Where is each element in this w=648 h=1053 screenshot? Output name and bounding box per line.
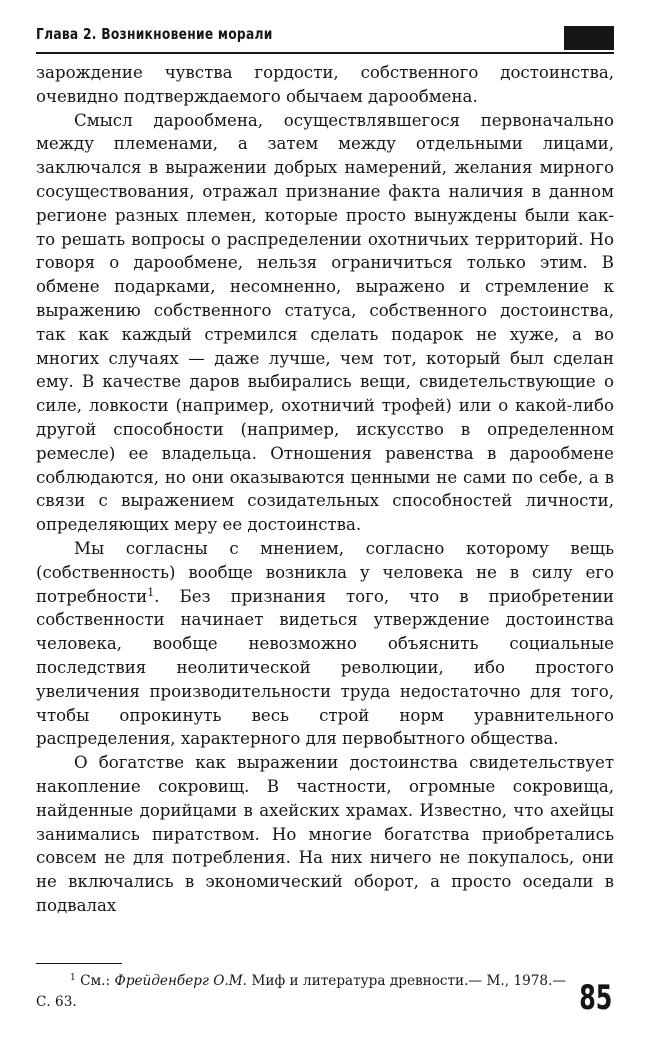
footnote xyxy=(36,971,566,1012)
paragraph-3-text-a: Мы согласны с мнением, согласно которому вещь (собственность) вообще возникла у человека не в силу его потребности xyxy=(36,538,614,606)
page-number: 85 xyxy=(578,978,612,1018)
main-text xyxy=(36,61,614,918)
footnote-reference: 1 xyxy=(147,585,155,599)
paragraph-4: О богатстве как выражении достоинства свидетельствует накопление сокровищ. В частности, огромные сокровища, найденные дорийцами в ахейских храмах. Известно, что ахейцы занимались пиратством. Но многие богатства приобретались совсем не для потребления. На них ничего не покупалось, они не включались в экономический оборот, а просто оседали в подвалах xyxy=(36,753,614,915)
paragraph-3 xyxy=(36,537,614,751)
footnote-prefix: См.: xyxy=(75,973,115,989)
paragraph-1: зарождение чувства гордости, собственного достоинства, очевидно подтверждаемого обычаем дарообмена. xyxy=(36,63,614,106)
footnote-author: Фрейденберг О.М. xyxy=(114,973,248,989)
paragraph-2: Смысл дарообмена, осуществлявшегося первоначально между племенами, а затем между отдельными лицами, заключался в выражении добрых намерений, желания мирного сосуществования, отражал признание факта наличия в данном регионе разных племен, которые просто вынуждены были как-то решать вопросы о распределении охотничьих территорий. Но говоря о дарообмене, нельзя ограничиться только этим. В обмене подарками, несомненно, выражено и стремление к выражению собственного статуса, собственного достоинства, так как каждый стремился сделать подарок не хуже, а во многих случаях — даже лучше, чем тот, который был сделан ему. В качестве даров выбирались вещи, свидетельствующие о силе, ловкости (например, охотничий трофей) или о какой-либо другой способности (например, искусство в определенном ремесле) ее владельца. Отношения равенства в дарообмене соблюдаются, но они оказываются ценными не сами по себе, а в связи с выражением созидательных способностей личности, определяющих меру ее достоинства. xyxy=(36,110,614,535)
chapter-title: Глава 2. Возникновение морали xyxy=(36,25,273,43)
running-header xyxy=(36,24,614,54)
footnote-rule xyxy=(36,963,122,964)
paragraph-3-text-b: . Без признания того, что в приобретении собственности начинает видеться утверждение достоинства человека, вообще невозможно объяснить социальные последствия неолитической революции, ибо простого увеличения производительности труда недостаточно для того, чтобы опрокинуть весь строй норм уравнительного распределения, характерного для первобытного общества. xyxy=(36,586,614,749)
header-black-bar xyxy=(564,26,614,50)
footnote-marker: 1 xyxy=(70,973,76,983)
footnote-source: Миф и литература древности.— М., 1978.— С. 63. xyxy=(36,973,566,1010)
